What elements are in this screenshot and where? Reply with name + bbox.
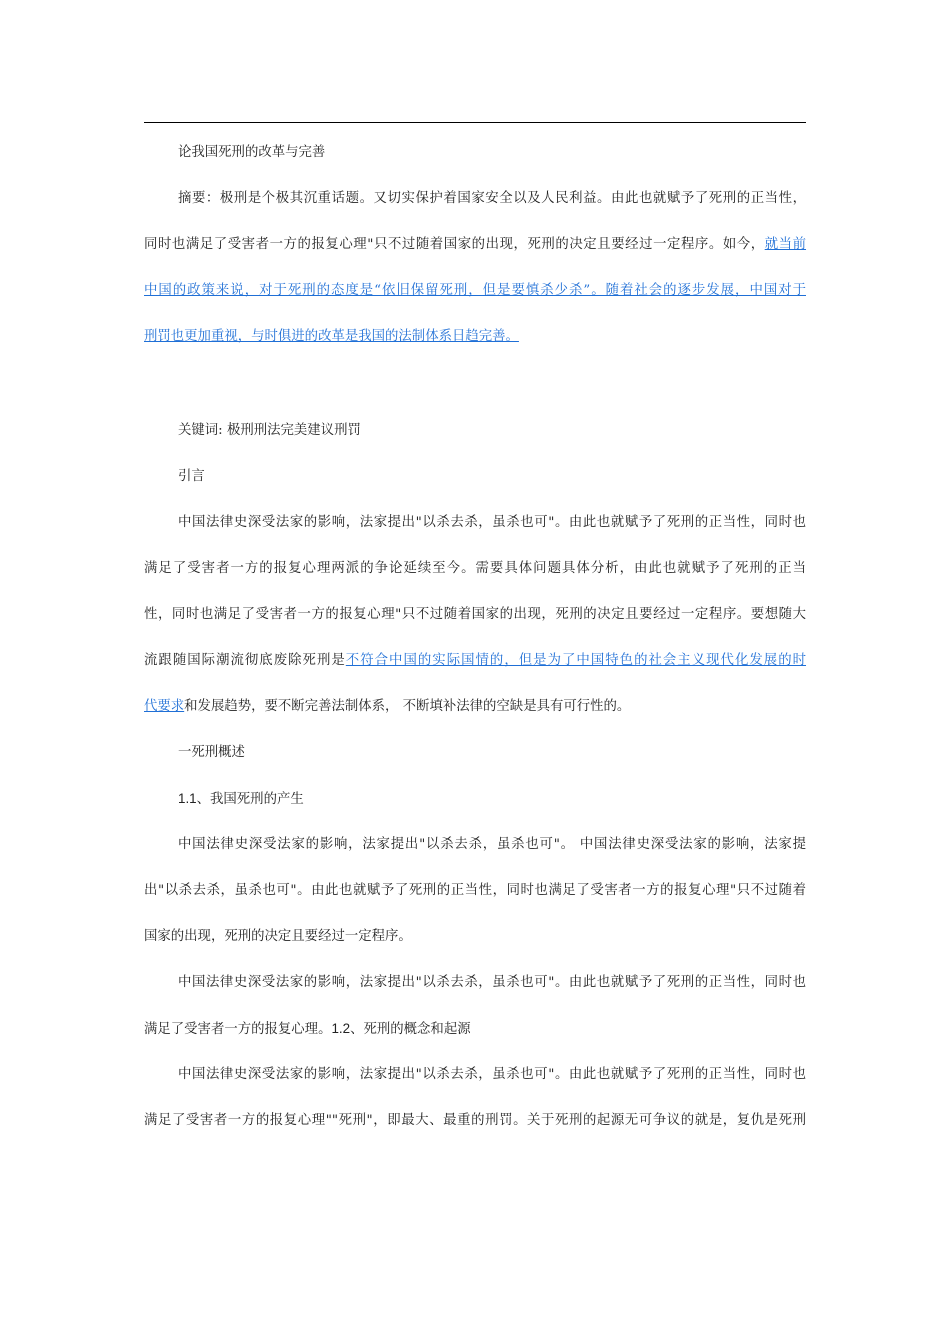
abstract-link-1[interactable]: 就当前 (764, 237, 807, 252)
abstract-link-2[interactable]: 中国的政策来说，对于死刑的态度是“依旧保留死刑，但是要慎杀少杀”。随着社会的逐步发展，中国对于 (144, 283, 806, 298)
para-b-line-2-text: 满足了受害者一方的报复心理。 (144, 1022, 332, 1037)
section-1-2-number: 1.2 (331, 1021, 351, 1036)
intro-line-4-text: 流跟随国际潮流彻底废除死刑是 (144, 653, 346, 668)
section-1-1-title: 、我国死刑的产生 (196, 792, 304, 807)
keywords: 关键词: 极刑刑法完美建议刑罚 (178, 423, 361, 438)
para-b-line-1: 中国法律史深受法家的影响，法家提出"以杀去杀，虽杀也可"。由此也就赋予了死刑的正当性，同时也 (178, 975, 806, 990)
abstract-line-2 (144, 222, 806, 268)
intro-line-5-text: 和发展趋势，要不断完善法制体系， 不断填补法律的空缺是具有可行性的。 (184, 699, 631, 714)
intro-link-2[interactable]: 代要求 (144, 699, 185, 714)
abstract-line-1: 摘要：极刑是个极其沉重话题。又切实保护着国家安全以及人民利益。由此也就赋予了死刑的正当性， (178, 191, 806, 206)
intro-heading: 引言 (178, 469, 205, 484)
abstract-link-3[interactable]: 刑罚也更加重视，与时俱进的改革是我国的法制体系日趋完善。 (144, 329, 519, 344)
para-a-line-1: 中国法律史深受法家的影响，法家提出"以杀去杀，虽杀也可"。 中国法律史深受法家的影响，法家提 (178, 837, 806, 852)
intro-line-4 (144, 638, 806, 684)
para-c-line-2: 满足了受害者一方的报复心理""死刑"，即最大、最重的刑罚。关于死刑的起源无可争议的就是，复仇是死刑 (144, 1113, 806, 1128)
intro-line-3: 性，同时也满足了受害者一方的报复心理"只不过随着国家的出现，死刑的决定且要经过一定程序。要想随大 (144, 607, 806, 622)
intro-line-2: 满足了受害者一方的报复心理两派的争论延续至今。需要具体问题具体分析，由此也就赋予了死刑的正当 (144, 561, 806, 576)
document-body (144, 130, 806, 1144)
section-1-1-number: 1.1 (178, 791, 197, 806)
intro-line-1: 中国法律史深受法家的影响，法家提出"以杀去杀，虽杀也可"。由此也就赋予了死刑的正当性，同时也 (178, 515, 806, 530)
document-title: 论我国死刑的改革与完善 (178, 145, 326, 160)
intro-line-5 (144, 684, 806, 730)
para-c-line-1: 中国法律史深受法家的影响，法家提出"以杀去杀，虽杀也可"。由此也就赋予了死刑的正当性，同时也 (178, 1067, 806, 1082)
abstract-line-4 (144, 314, 806, 360)
abstract-line-2-text: 同时也满足了受害者一方的报复心理"只不过随着国家的出现，死刑的决定且要经过一定程序。如今， (144, 237, 765, 252)
intro-link-1[interactable]: 不符合中国的实际国情的，但是为了中国特色的社会主义现代化发展的时 (345, 653, 807, 668)
section-1-2-title: 、死刑的概念和起源 (350, 1022, 471, 1037)
section-1-heading: 一死刑概述 (178, 745, 245, 760)
para-a-line-2: 出"以杀去杀，虽杀也可"。由此也就赋予了死刑的正当性，同时也满足了受害者一方的报复心理"只不过随着 (144, 883, 806, 898)
abstract-line-3 (144, 268, 806, 314)
spacer (144, 360, 806, 408)
para-a-line-3: 国家的出现，死刑的决定且要经过一定程序。 (144, 929, 412, 944)
section-1-1-heading (144, 776, 806, 822)
header-rule (144, 122, 806, 123)
para-b-line-2 (144, 1006, 806, 1052)
